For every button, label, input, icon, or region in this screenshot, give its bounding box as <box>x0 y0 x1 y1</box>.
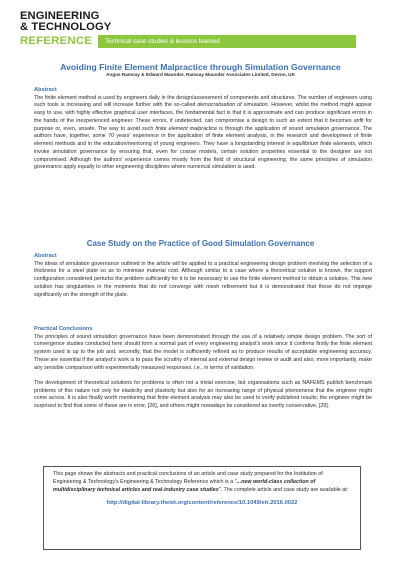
abstract-emph-4: equilibrium finite elements <box>292 141 355 147</box>
article-byline: Angus Ramsay & Edward Maunder, Ramsay Maunder Associates Limited, Devon, UK <box>106 72 295 77</box>
abstract-text-2: . However, whilst the method might appear easy to use, with highly effective graphical user interfaces, the fundamental fact is that it is approximate and can produce significant errors in the hands of the inexperienced engineer. These errors, if undetected, can compromise a design to such an extent that it becomes unfit for purpose or, even, unsafe. The way to avoid such <box>34 102 372 132</box>
availability-text <box>53 471 351 494</box>
abstract-emph-1: democratisation of simulation <box>197 102 268 109</box>
abstract-emph-2: finite element malpractice <box>155 125 218 132</box>
article-abstract-text <box>34 95 372 173</box>
availability-quote: ...new world-class collection of multidisciplinary technical articles and real-industry case studies <box>53 478 316 493</box>
article-abstract-section <box>34 87 372 172</box>
abstract-text-5: , which invoke simulation governance by ensuring that, even for coarse models, certain solution properties essential to the designer are not compromised. Although the authors' experience comes mostly from the field of structural engineering, the same principles of simulation governance apply equally to other engineering disciplines where numerical simulation is used. <box>34 141 372 171</box>
practical-conclusions-p2: The development of theoretical solutions for problems is often not a trivial exercise, but organisations such as NAFEMS publish benchmark problems of this nature not only for elasticity and plasticity but also for an increasing range of physical phenomena that the engineer might come across. It is also finally worth mentioning that finite element analysis may also be used to verify published results; the engineer might be surprised to find that some of these are in error, [26], and others might nowadays be considered as overtly conservative, [29]. <box>34 379 372 409</box>
availability-box <box>43 466 361 550</box>
article-abstract-heading: Abstract <box>34 87 57 93</box>
logo-line-reference: REFERENCE <box>20 35 93 47</box>
practical-conclusions-heading: Practical Conclusions <box>34 326 93 332</box>
practical-conclusions-p1: The principles of sound simulation governance have been demonstrated through the use of a relatively simple design problem. The sort of convergence studies conducted here should form a normal part of every engineering analyst's work since it confirms firstly the finite element system used is up to the job and, secondly, that the model is sufficiently refined as to produce results of acceptable engineering accuracy. These are essential if the analyst's work is to pass the scrutiny of internal and external design review or audit and also, more importantly, make any sensible comparison with experimentally measured responses, i.e., in terms of validation. <box>34 333 372 371</box>
digital-library-link[interactable]: http://digital-library.theiet.org/content/reference/10.1049/etr.2016.0022 <box>106 500 298 507</box>
etr-logo <box>20 10 345 47</box>
logo-line-engineering: ENGINEERING <box>20 10 100 22</box>
abstract-text-1: The finite element method is used by engineers daily in the design/assessment of components and structures. The number of engineers using such tools is increasing and will increase further with the so-called <box>34 94 372 109</box>
practical-conclusions-section <box>34 326 372 411</box>
logo-line-technology: & TECHNOLOGY <box>20 21 112 33</box>
case-study-title: Case Study on the Practice of Good Simulation Governance <box>86 239 315 248</box>
case-study-abstract-section <box>34 253 372 299</box>
abstract-text-4: . The authors have, together, some 70 years' experience in the application of finite element analysis, in the research and development of finite element methods and in the education/mentoring of young engineers. They have a longstanding interest in <box>34 125 372 147</box>
availability-text-a: This page shows the abstracts and practical conclusions of an article and case study prepared for the Institution of Engineering & Technology's Engineering & Technology Reference which is a " <box>53 471 323 485</box>
case-study-abstract-text: The ideas of simulation governance outlined in the article will be applied to a practical engineering design problem involving the selection of a thickness for a steel plate so as to minimise material cost. Although similar to a case where a theoretical solution is known, the support configuration considered perturbs the problem sufficiently for it to be necessary to use the finite element method to obtain a solution. This new solution has singularities in the moments that do not converge with mesh refinement but it is demonstrated that these do not impinge significantly on the strength of the plate. <box>34 260 372 298</box>
article-title: Avoiding Finite Element Malpractice through Simulation Governance <box>60 62 341 72</box>
abstract-emph-3: simulation governance <box>305 125 360 132</box>
availability-text-c: ". The complete article and case study are available at: <box>218 486 349 493</box>
logo-tagline: Technical case studies & lessons learned <box>105 37 220 45</box>
case-study-abstract-heading: Abstract <box>34 253 57 259</box>
abstract-text-3: is through the application of sound <box>217 125 306 132</box>
